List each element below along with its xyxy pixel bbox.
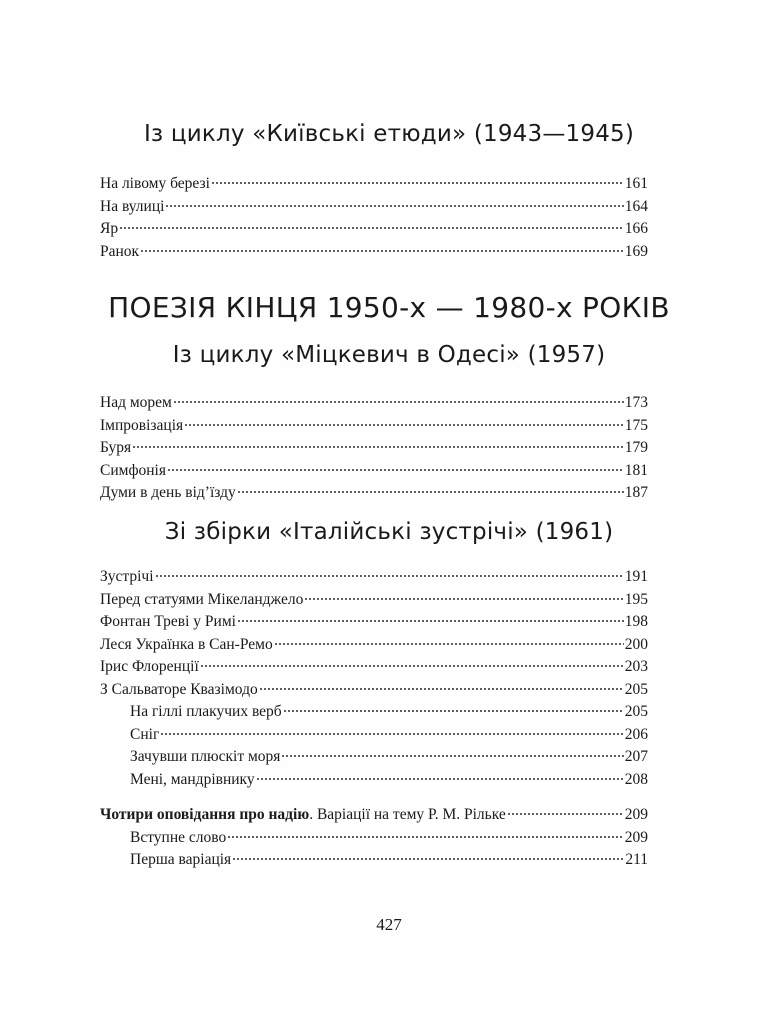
toc-list-four-stories bbox=[100, 804, 648, 872]
leader-dots bbox=[200, 664, 624, 668]
toc-entry[interactable] bbox=[100, 196, 648, 219]
toc-entry-title: Яр bbox=[100, 220, 119, 237]
leader-dots bbox=[259, 687, 624, 691]
toc-entry-page: 181 bbox=[624, 461, 648, 479]
toc-subentry[interactable] bbox=[100, 769, 648, 792]
leader-dots bbox=[155, 574, 624, 578]
toc-entry[interactable] bbox=[100, 241, 648, 264]
leader-dots bbox=[507, 812, 624, 816]
toc-entry-page: 209 bbox=[624, 806, 648, 823]
toc-entry-page: 209 bbox=[624, 828, 648, 846]
leader-dots bbox=[184, 423, 624, 427]
toc-entry-page: 203 bbox=[624, 658, 648, 675]
toc-subentry[interactable] bbox=[100, 746, 648, 769]
toc-entry-title: На гіллі плакучих верб bbox=[130, 703, 282, 720]
leader-dots bbox=[304, 597, 623, 601]
toc-entry-page: 179 bbox=[624, 439, 648, 456]
leader-dots bbox=[160, 732, 623, 736]
leader-dots bbox=[274, 642, 624, 646]
toc-entry-title: Мені, мандрівнику bbox=[130, 770, 255, 788]
page-number: 427 bbox=[376, 915, 402, 934]
section-heading-italian-meetings: Зі збірки «Італійські зустрічі» (1961) bbox=[164, 519, 614, 545]
toc-entry-page: 198 bbox=[624, 613, 648, 630]
toc-list-italian-meetings bbox=[100, 566, 648, 791]
toc-entry-title: Симфонія bbox=[100, 461, 166, 479]
toc-list-kyiv-etudes bbox=[100, 173, 648, 263]
toc-entry[interactable] bbox=[100, 589, 648, 612]
leader-dots bbox=[283, 709, 624, 713]
toc-entry-title: Буря bbox=[100, 439, 132, 456]
leader-dots bbox=[232, 857, 624, 861]
leader-dots bbox=[165, 204, 623, 208]
toc-entry-title: Перед статуями Мікеланджело bbox=[100, 590, 304, 608]
toc-entry-page: 208 bbox=[624, 770, 648, 788]
toc-entry-page: 211 bbox=[625, 851, 648, 868]
toc-list-mickiewicz bbox=[100, 392, 648, 505]
toc-entry-title: На вулиці bbox=[100, 197, 165, 215]
toc-entry-page: 175 bbox=[624, 416, 648, 434]
toc-entry-title: Сніг bbox=[130, 725, 160, 743]
leader-dots bbox=[140, 249, 624, 253]
leader-dots bbox=[237, 490, 624, 494]
toc-entry[interactable] bbox=[100, 392, 648, 415]
toc-subentry[interactable] bbox=[100, 701, 648, 724]
toc-entry[interactable] bbox=[100, 460, 648, 483]
toc-entry-page: 173 bbox=[624, 394, 648, 411]
toc-entry[interactable] bbox=[100, 566, 648, 589]
toc-entry-page: 205 bbox=[624, 680, 648, 698]
section-heading-mickiewicz: Із циклу «Міцкевич в Одесі» (1957) bbox=[172, 342, 606, 368]
toc-entry-page: 187 bbox=[624, 484, 648, 501]
toc-entry-page: 200 bbox=[624, 635, 648, 653]
leader-dots bbox=[281, 754, 623, 758]
leader-dots bbox=[167, 468, 624, 472]
toc-subentry[interactable] bbox=[100, 827, 648, 850]
toc-entry-page: 164 bbox=[624, 197, 648, 215]
leader-dots bbox=[227, 835, 624, 839]
toc-entry-title: Зустрічі bbox=[100, 568, 154, 585]
toc-entry[interactable] bbox=[100, 656, 648, 679]
toc-entry-title-rest: . Варіації на тему Р. М. Рільке bbox=[309, 806, 506, 823]
toc-entry-page: 161 bbox=[624, 175, 648, 192]
toc-entry-title: Зачувши плюскіт моря bbox=[130, 748, 281, 765]
leader-dots bbox=[173, 400, 624, 404]
toc-entry-page: 166 bbox=[624, 220, 648, 237]
toc-entry[interactable] bbox=[100, 437, 648, 460]
toc-entry-title: Вступне слово bbox=[130, 828, 227, 846]
toc-entry[interactable] bbox=[100, 415, 648, 438]
toc-entry-title: Фонтан Треві у Римі bbox=[100, 613, 236, 630]
section-heading-kyiv-etudes: Із циклу «Київські етюди» (1943—1945) bbox=[143, 121, 635, 147]
leader-dots bbox=[237, 619, 624, 623]
part-heading: ПОЕЗІЯ КІНЦЯ 1950-х — 1980-х РОКІВ bbox=[108, 291, 670, 324]
toc-entry[interactable] bbox=[100, 804, 648, 827]
toc-subentry[interactable] bbox=[100, 724, 648, 747]
toc-entry-title: На лівому березі bbox=[100, 175, 210, 192]
toc-entry[interactable] bbox=[100, 482, 648, 505]
toc-entry-title: Ірис Флоренції bbox=[100, 658, 199, 675]
toc-entry[interactable] bbox=[100, 611, 648, 634]
toc-entry-title: Над морем bbox=[100, 394, 172, 411]
toc-entry[interactable] bbox=[100, 218, 648, 241]
toc-entry-page: 169 bbox=[624, 242, 648, 260]
toc-entry-title-bold: Чотири оповідання про надію bbox=[100, 806, 310, 823]
leader-dots bbox=[132, 445, 624, 449]
toc-entry-page: 205 bbox=[624, 703, 648, 720]
toc-entry[interactable] bbox=[100, 173, 648, 196]
toc-entry[interactable] bbox=[100, 634, 648, 657]
toc-entry-page: 191 bbox=[624, 568, 648, 585]
toc-entry[interactable] bbox=[100, 679, 648, 702]
toc-entry-title: З Сальваторе Квазімодо bbox=[100, 680, 258, 698]
toc-entry-title: Імпровізація bbox=[100, 416, 184, 434]
toc-entry-title bbox=[100, 804, 506, 827]
toc-entry-page: 206 bbox=[624, 725, 648, 743]
toc-entry-title: Леся Українка в Сан-Ремо bbox=[100, 635, 273, 653]
leader-dots bbox=[119, 226, 624, 230]
toc-entry-page: 195 bbox=[624, 590, 648, 608]
toc-entry-title: Перша варіація bbox=[130, 851, 232, 868]
toc-entry-page: 207 bbox=[624, 748, 648, 765]
toc-subentry[interactable] bbox=[100, 849, 648, 872]
toc-entry-title: Думи в день від’їзду bbox=[100, 484, 236, 501]
toc-entry-title: Ранок bbox=[100, 242, 140, 260]
leader-dots bbox=[256, 777, 624, 781]
leader-dots bbox=[211, 181, 624, 185]
